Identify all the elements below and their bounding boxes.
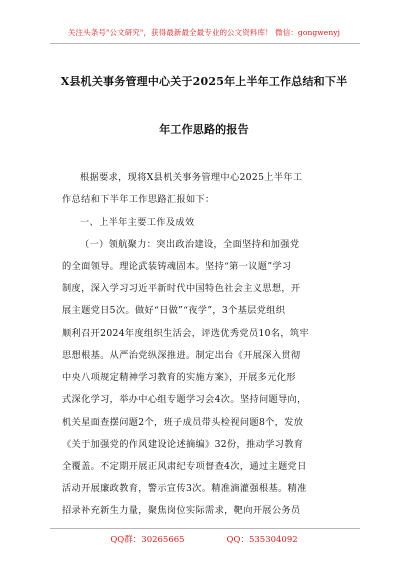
body-line: 的全面领导。理论武装铸魂固本。坚持“第一议题”学习	[62, 261, 292, 272]
footer-qq: QQ：535304092	[226, 535, 298, 545]
body-line: 思想根基。从严治党纵深推进。制定出台《开展深入贯彻	[62, 350, 301, 361]
header-divider	[50, 43, 360, 44]
footer	[0, 533, 408, 545]
body-line: 《关于加强党的作风建设论述摘编》32份，推动学习教育	[62, 439, 304, 450]
body-line: 全覆盖。不定期开展正风肃纪专项督查4次，通过主题党日	[62, 461, 307, 472]
document-title-line-1: X县机关事务管理中心关于2025年上半年工作总结和下半	[60, 75, 348, 88]
body-line: 顺利召开2024年度组织生活会，评选优秀党员10名，筑牢	[62, 328, 309, 339]
footer-qq-group: QQ群：30265665	[110, 535, 185, 545]
body-line: 作总结和下半年工作思路汇报如下：	[62, 194, 215, 205]
body-line: 中央八项规定精神学习教育的实施方案》，开展多元化形	[62, 372, 296, 383]
body-line: 式深化学习，举办中心组专题学习会4次。坚持问题导向，	[62, 394, 307, 405]
body-line: 展主题党日5次。做好“日做”“夜学”，3个基层党组织	[62, 305, 286, 316]
body-line: 制度，深入学习习近平新时代中国特色社会主义思想，开	[62, 283, 301, 294]
body-line: 招录补充新生力量，聚焦岗位实际需求，靶向开展公务员	[62, 505, 301, 516]
header-note: 关注头条号"公文研究"，获得最新最全最专业的公文资料库！ 微信：gongwenyj	[67, 28, 341, 37]
body-line: 机关星面查摆问题2个，班子成员带头检视问题8个，发放	[62, 417, 304, 428]
section-heading: 一、上半年主要工作及成效	[80, 217, 195, 228]
body-line: （一）领航聚力：突出政治建设，全面坚持和加强党	[80, 239, 300, 250]
body-line: 根据要求，现将X县机关事务管理中心2025上半年工	[80, 172, 303, 183]
footer-divider	[50, 528, 360, 529]
body-line: 活动开展廉政教育，警示宣传3次。精准滴灌强根基。精准	[62, 483, 307, 494]
document-title-line-2: 年工作思路的报告	[159, 123, 249, 136]
